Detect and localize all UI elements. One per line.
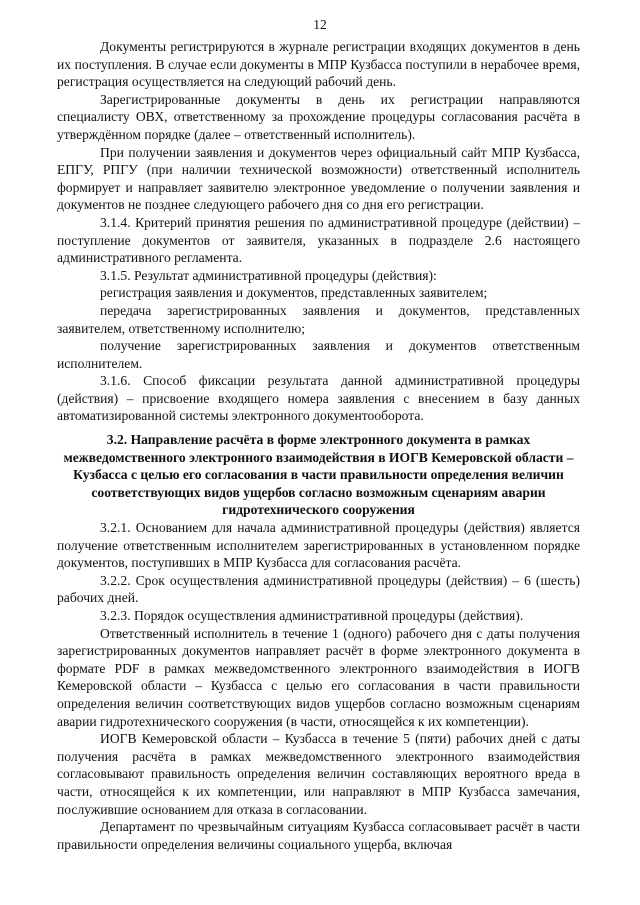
paragraph: Документы регистрируются в журнале регистрации входящих документов в день их поступления. В случае если документы в МПР Кузбасса поступили в нерабочее время, регистрация осуществляется на следующий рабочий день. — [57, 39, 580, 90]
document-body — [57, 38, 580, 853]
paragraph: Зарегистрированные документы в день их регистрации направляются специалисту ОВХ, ответственному за прохождение процедуры согласования расчёта в утверждённом порядке (далее – ответственный исполнитель). — [57, 91, 580, 142]
section-heading: 3.2. Направление расчёта в форме электронного документа в рамках межведомственного электронного взаимодействия в ИОГВ Кемеровской области – Кузбасса с целью его согласования в части правильности определения величин соответствующих видов ущербов согласно возможным сценариям аварии гидротехнического сооружения — [63, 432, 574, 518]
paragraph: ИОГВ Кемеровской области – Кузбасса в течение 5 (пяти) рабочих дней с даты получения расчёта в рамках межведомственного электронного взаимодействия согласовывают правильность определения величин составляющих вероятного вреда в части, относящейся к их компетенции, или направляют в МПР Кузбасса замечания, послужившие основанием для отказа в согласовании. — [57, 731, 580, 817]
list-item: получение зарегистрированных заявления и документов ответственным исполнителем. — [57, 338, 580, 371]
paragraph: Департамент по чрезвычайным ситуациям Кузбасса согласовывает расчёт в части правильности определения величины социального ущерба, включая — [57, 819, 580, 852]
list-item: передача зарегистрированных заявления и документов, представленных заявителем, ответственному исполнителю; — [57, 302, 580, 336]
list-item: регистрация заявления и документов, представленных заявителем; — [100, 285, 488, 301]
paragraph: При получении заявления и документов через официальный сайт МПР Кузбасса, ЕПГУ, РПГУ (при наличии технической возможности) ответственный исполнитель формирует и направляет заявителю электронное уведомление о получении заявления и документов не позднее следующего рабочего дня со дня его регистрации. — [57, 144, 580, 213]
paragraph: Ответственный исполнитель в течение 1 (одного) рабочего дня с даты получения зарегистрированных документов направляет расчёт в форме электронного документа в формате PDF в рамках межведомственного электронного взаимодействия в ИОГВ Кемеровской области – Кузбасса с целью его согласования в части правильности определения величин соответствующих видов ущербов согласно возможным сценариям аварии гидротехнического сооружения (в части, относящейся к их компетенции). — [57, 625, 580, 729]
paragraph: 3.2.1. Основанием для начала административной процедуры (действия) является получение ответственным исполнителем зарегистрированных в установленном порядке документов, поступивших в МПР Кузбасса для согласования расчёта. — [57, 520, 580, 571]
paragraph: 3.1.5. Результат административной процедуры (действия): — [100, 267, 437, 283]
page-number: 12 — [313, 17, 327, 32]
paragraph: 3.1.4. Критерий принятия решения по административной процедуре (действии) – поступление документов от заявителя, указанных в подразделе 2.6 настоящего административного регламента. — [57, 214, 580, 266]
paragraph: 3.2.2. Срок осуществления административной процедуры (действия) – 6 (шесть) рабочих дней. — [57, 572, 580, 606]
paragraph: 3.2.3. Порядок осуществления административной процедуры (действия). — [100, 608, 524, 623]
paragraph: 3.1.6. Способ фиксации результата данной административной процедуры (действия) – присвоение входящего номера заявления с внесением в базу данных автоматизированной системы электронного документооборота. — [57, 373, 580, 424]
